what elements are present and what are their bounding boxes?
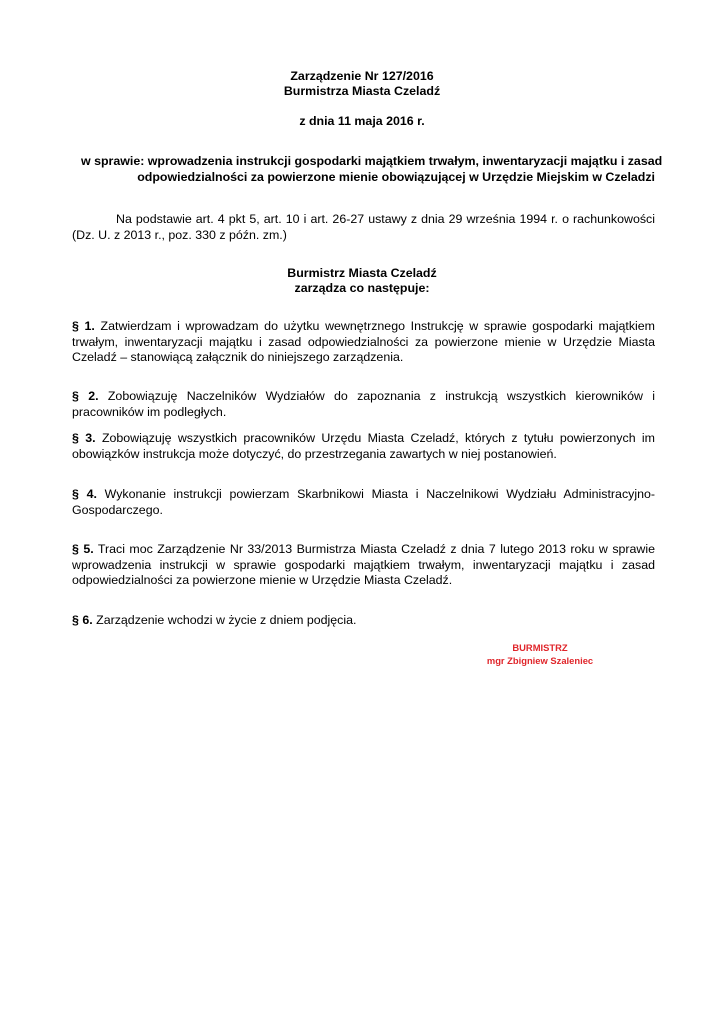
decree-line-2: zarządza co następuje: bbox=[294, 281, 430, 295]
paragraph-text: Zatwierdzam i wprowadzam do użytku wewnętrznego Instrukcję w sprawie gospodarki majątkiem trwałym, inwentaryzacji majątku i zasad odpowiedzialności za powierzone mienie w Urzędzie Miasta Czeladź – stanowiącą załącznik do niniejszego zarządzenia. bbox=[72, 319, 655, 364]
subject-line-2: odpowiedzialności za powierzone mienie obowiązującej w Urzędzie Miejskim w Czeladzi bbox=[137, 169, 655, 184]
paragraph-number: § 4. bbox=[72, 487, 97, 501]
paragraph-number: § 6. bbox=[72, 613, 93, 627]
document-issuer: Burmistrza Miasta Czeladź bbox=[283, 84, 441, 98]
document-subject bbox=[72, 154, 663, 185]
decree-line-1: Burmistrz Miasta Czeladź bbox=[287, 266, 437, 280]
signature-block bbox=[455, 641, 625, 667]
paragraph-text: Zobowiązuję wszystkich pracowników Urzędu Miasta Czeladź, których z tytułu powierzonych im obowiązków instrukcja może dotyczyć, do przestrzegania zawartych w niej postanowień. bbox=[72, 431, 656, 461]
paragraph-1 bbox=[72, 319, 655, 366]
signature-name: mgr Zbigniew Szaleniec bbox=[486, 655, 594, 666]
legal-basis: Na podstawie art. 4 pkt 5, art. 10 i art. 26-27 ustawy z dnia 29 września 1994 r. o rachunkowości (Dz. U. z 2013 r., poz. 330 z późn. zm.) bbox=[72, 212, 655, 242]
paragraph-4 bbox=[72, 487, 655, 518]
paragraph-3 bbox=[72, 431, 655, 462]
document-title: Zarządzenie Nr 127/2016 bbox=[290, 69, 434, 83]
document-header bbox=[0, 69, 724, 99]
paragraph-2 bbox=[72, 389, 655, 420]
document-date: z dnia 11 maja 2016 r. bbox=[299, 114, 425, 128]
paragraph-text: Traci moc Zarządzenie Nr 33/2013 Burmistrza Miasta Czeladź z dnia 7 lutego 2013 roku w sprawie wprowadzenia instrukcji w sprawie gospodarki majątkiem trwałym, inwentaryzacji majątku i zasad odpowiedzialności za powierzone mienie w Urzędzie Miasta Czeladź. bbox=[72, 542, 656, 587]
paragraph-6 bbox=[72, 613, 655, 629]
paragraph-number: § 2. bbox=[72, 389, 99, 403]
paragraph-number: § 3. bbox=[72, 431, 96, 445]
decree-heading bbox=[0, 266, 724, 296]
paragraph-number: § 1. bbox=[72, 319, 95, 333]
paragraph-5 bbox=[72, 542, 655, 589]
paragraph-text: Zarządzenie wchodzi w życie z dniem podjęcia. bbox=[96, 613, 357, 627]
signature-role: BURMISTRZ bbox=[512, 642, 568, 653]
paragraph-text: Zobowiązuję Naczelników Wydziałów do zapoznania z instrukcją wszystkich kierowników i pracowników im podległych. bbox=[72, 389, 655, 419]
subject-line-1: w sprawie: wprowadzenia instrukcji gospodarki majątkiem trwałym, inwentaryzacji majątku i zasad bbox=[81, 154, 663, 168]
paragraph-number: § 5. bbox=[72, 542, 94, 556]
paragraph-text: Wykonanie instrukcji powierzam Skarbnikowi Miasta i Naczelnikowi Wydziału Administracyjno-Gospodarczego. bbox=[72, 487, 656, 517]
